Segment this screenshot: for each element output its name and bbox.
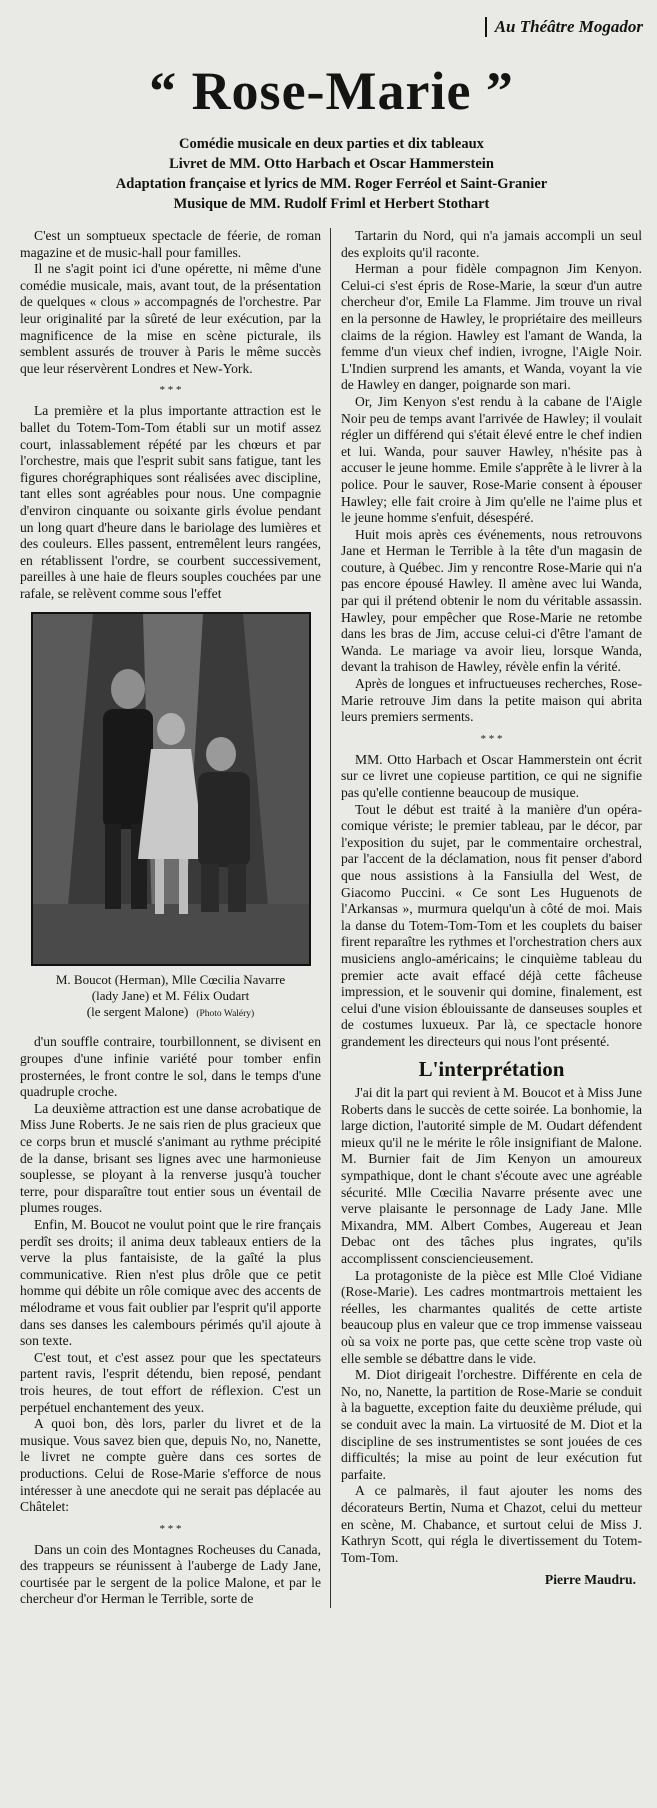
paragraph: La protagoniste de la pièce est Mlle Cloé Vidiane (Rose-Marie). Les cadres montmartrois mettaient les réelles, les charmantes qualités de cette artiste beaucoup plus en valeur que ce trop immense vaisseau où sa voix ne porte pas, que cette scène trop vaste où elle semble se débattre dans le vide. bbox=[341, 1267, 642, 1366]
article-title: “ Rose-Marie ” bbox=[149, 61, 514, 121]
credit-line: Comédie musicale en deux parties et dix tableaux bbox=[179, 136, 484, 152]
right-text-after-heading bbox=[341, 1085, 642, 1566]
article-columns bbox=[20, 228, 643, 1608]
paragraph: Herman a pour fidèle compagnon Jim Kenyon. Celui-ci s'est épris de Rose-Marie, la sœur d'un autre chercheur d'or, Emile La Flamme. Jim trouve un rival en la personne de Hawley, le propriétaire des meilleurs claims de la région. Hawley est l'amant de Wanda, la femme d'un vieux chef indien, ivrogne, l'Aigle Noir. L'Indien surprend les amants, et Wanda, voyant la vie de Hawley en danger, poignarde son mari. bbox=[341, 261, 642, 393]
header-row bbox=[20, 14, 643, 40]
paragraph: A ce palmarès, il faut ajouter les noms des décorateurs Bertin, Numa et Chazot, celui du metteur en scène, M. Chabance, et surtout celui de Miss J. Kathryn Scott, qui régla le divertissement du Totem-Tom-Tom. bbox=[341, 1483, 642, 1565]
paragraph: Après de longues et infructueuses recherches, Rose-Marie retrouve Jim dans la petite maison qui abrita leurs premiers serments. bbox=[341, 676, 642, 725]
paragraph: Il ne s'agit point ici d'une opérette, ni même d'une comédie musicale, mais, avant tout, de la présentation de quelques « clous » accompagnés de l'orchestre. Par leur originalité par la sûreté de leur exécution, par la magnificence de la mise en scène picturale, ils semblent assurés de trouver à Paris le même succès que leur réservèrent Londres et New-York. bbox=[20, 261, 321, 376]
caption-line: (lady Jane) et M. Félix Oudart bbox=[91, 988, 250, 1004]
section-separator: * * * bbox=[159, 384, 182, 397]
paragraph: MM. Otto Harbach et Oscar Hammerstein ont écrit sur ce livret une copieuse partition, ce qui ne signifie pas qu'elle contienne beaucoup de musique. bbox=[341, 751, 642, 800]
caption-line: (le sergent Malone) bbox=[86, 1004, 189, 1020]
paragraph: M. Diot dirigeait l'orchestre. Différente en cela de No, no, Nanette, la partition de Rose-Marie se conduit à la baguette, exception faite du deuxième prélude, qui se conduit avec la main. La virtuosité de M. Diot et la discipline de ses instrumentistes se sont jouées de ces difficultés; la mise au point de leur exécution fut parfaite. bbox=[341, 1367, 642, 1482]
paragraph: C'est tout, et c'est assez pour que les spectateurs partent ravis, l'esprit détendu, bien reposé, pendant trois heures, de tout effort de réflexion. C'est un perpétuel enchantement des yeux. bbox=[20, 1349, 321, 1415]
right-text-main bbox=[341, 228, 642, 1051]
caption-line: M. Boucot (Herman), Mlle Cœcilia Navarre bbox=[55, 972, 286, 988]
paragraph: d'un souffle contraire, tourbillonnent, se divisent en groupes d'une infinie variété pour tomber enfin prosternées, le front contre le sol, dans le temps d'une quadruple croche. bbox=[20, 1034, 321, 1100]
photo-caption bbox=[20, 972, 321, 1022]
production-photo bbox=[31, 612, 311, 966]
section-subheading: L'interprétation bbox=[418, 1056, 565, 1081]
paragraph: Tartarin du Nord, qui n'a jamais accompli un seul des exploits qu'il raconte. bbox=[341, 228, 642, 260]
left-text-before-photo bbox=[20, 228, 321, 602]
credit-line: Adaptation française et lyrics de MM. Roger Ferréol et Saint-Granier bbox=[115, 176, 548, 192]
section-tag: Au Théâtre Mogador bbox=[485, 17, 643, 37]
paragraph: Huit mois après ces événements, nous retrouvons Jane et Herman le Terrible à la tête d'un magasin de couture, à Québec. Jim y rencontre Rose-Marie qui n'a pas encore épousé Hawley. Il amène avec lui Wanda, par qui il prétend obtenir le nom du véritable assassin. Hawley, pour empêcher que Rose-Marie ne retombe dans les bras de Jim, accuse celui-ci d'être l'amant de Wanda. Le mariage va avoir lieu, lorsque Wanda, devant la trahison de Hawley, révèle enfin la vérité. bbox=[341, 526, 642, 675]
photo-image bbox=[33, 614, 309, 964]
paragraph: Dans un coin des Montagnes Rocheuses du Canada, des trappeurs se réunissent à l'auberge de Lady Jane, courtisée par le sergent de la police Malone, et par le chercheur d'or Herman le Terrible, sorte de bbox=[20, 1541, 321, 1607]
credit-line: Musique de MM. Rudolf Friml et Herbert Stothart bbox=[173, 196, 490, 212]
photo-credit: (Photo Waléry) bbox=[196, 1009, 255, 1020]
paragraph: Tout le début est traité à la manière d'un opéra-comique vériste; le premier tableau, par le décor, par l'exposition du sujet, par le commentaire orchestral, par l'accent de la déclamation, nous fit penser d'abord que nous assistions à la Fansiulla del West, de Giacomo Puccini. « Ce sont Les Huguenots de l'Arkansas », murmura quelqu'un à côté de moi. Mais la danse du Totem-Tom-Tom et les couplets du baiser firent reparaître les rythmes et l'orchestration chers aux musiciens anglo-américains; le cinquième tableau du premier acte avait effacé déjà cette fâcheuse impression, et le souvenir qui domine, finalement, est celui d'une vision éblouissante de danseuses souples et de costumes luxueux. Par là, ce spectacle honore grandement les directeurs qui nous l'ont présenté. bbox=[341, 801, 642, 1049]
paragraph: C'est un somptueux spectacle de féerie, de roman magazine et de music-hall pour familles. bbox=[20, 228, 321, 260]
paragraph: La première et la plus importante attraction est le ballet du Totem-Tom-Tom établi sur un motif assez court, inlassablement répété par les chœurs et par l'orchestre, mais que l'esprit subit sans fatigue, tant les figures chorégraphiques sont réalisées avec discipline, tant elles sont agréables pour nous. Une compagnie d'environ cinquante ou soixante girls évolue pendant un long quart d'heure dans le bariolage des lumières et des couleurs. Elles passent, entremêlent leurs rangées, en rétablissent l'ordre, se courbent successivement, pareilles à une haie de fleurs souples couchées par une rafale, se relèvent comme sous l'effet bbox=[20, 403, 321, 601]
left-text-after-photo bbox=[20, 1034, 321, 1608]
paragraph: J'ai dit la part qui revient à M. Boucot et à Miss June Roberts dans le succès de cette soirée. La bonhomie, la large diction, l'autorité simple de M. Oudart défendent mieux qu'il ne le mérite le rôle insignifiant de Malone. M. Burnier fait de Jim Kenyon un amoureux sympathique, dont le chant s'écoute avec une agréable sécurité. Mlle Cœcilia Navarre présente avec une verve plaisante le personnage de Lady Jane. Mlle Mixandra, MM. Albert Combes, Augereau et Jean Debac ont des tâches plus ingrates, qu'ils accomplissent consciencieusement. bbox=[341, 1085, 642, 1267]
paragraph: Or, Jim Kenyon s'est rendu à la cabane de l'Aigle Noir peu de temps avant l'arrivée de Hawley; il voulait régler un différend qui s'était élevé entre le chef indien et lui. Wanda, pour sauver Hawley, n'hésite pas à accuser le jeune homme. Emile s'apprête à le livrer à la police. Pour le sauver, Rose-Marie consent à épouser Hawley; elle fait croire à Jim qu'elle ne l'aime plus et le jeune homme s'enfuit, désespéré. bbox=[341, 393, 642, 526]
section-separator: * * * bbox=[480, 732, 503, 745]
paragraph: A quoi bon, dès lors, parler du livret et de la musique. Vous savez bien que, depuis No, no, Nanette, le livret ne compte guère dans ces sortes de productions. Celui de Rose-Marie s'efforce de nous intéresser à une anecdote qui ne serait pas déplacée au Châtelet: bbox=[20, 1416, 321, 1515]
author-signature: Pierre Maudru. bbox=[544, 1572, 636, 1588]
credit-line: Livret de MM. Otto Harbach et Oscar Hammerstein bbox=[169, 156, 494, 172]
paragraph: La deuxième attraction est une danse acrobatique de Miss June Roberts. Je ne sais rien de plus gracieux que ce corps brun et musclé s'animant au rythme précipité de la danse, brisant ses lignes avec une harmonieuse souplesse, se ployant à la renverse jusqu'à toucher terre, pour disparaître tout entier sous un éventail de plumes rouges. bbox=[20, 1100, 321, 1216]
section-separator: * * * bbox=[159, 1522, 182, 1535]
paragraph: Enfin, M. Boucot ne voulut point que le rire français perdît ses droits; il anima deux tableaux entiers de la verve la plus fantaisiste, de la gaîté la plus communicative. Rien n'est plus drôle que ce petit homme qui débite un rôle comique avec des accents de mélodrame et vous fait oublier par l'esprit qu'il apporte dans ses danses les calembours périmés qu'il ajoute à son texte. bbox=[20, 1217, 321, 1349]
right-column bbox=[331, 228, 642, 1608]
credits-block bbox=[20, 134, 643, 214]
left-column bbox=[20, 228, 331, 1608]
